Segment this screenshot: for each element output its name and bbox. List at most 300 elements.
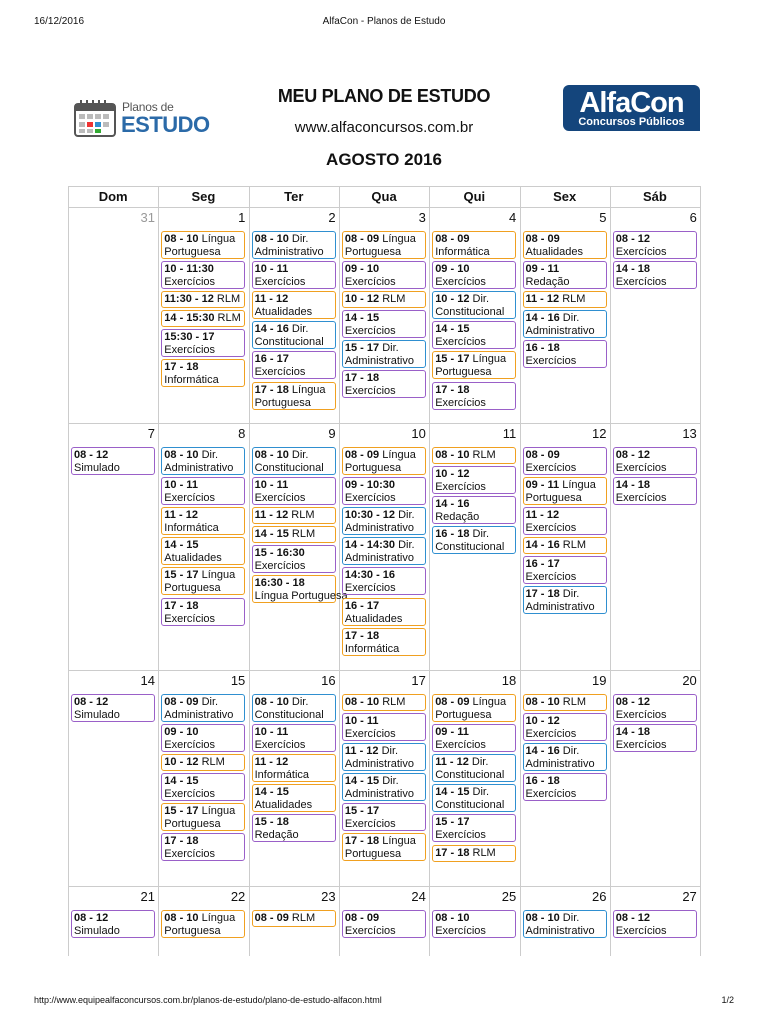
session-subject: Exercícios bbox=[435, 829, 486, 842]
session-time: 08 - 12 bbox=[74, 696, 109, 708]
study-session[interactable] bbox=[523, 477, 607, 505]
session-time: 08 - 12 bbox=[74, 449, 109, 461]
site-url: www.alfaconcursos.com.br bbox=[294, 119, 474, 136]
study-session[interactable] bbox=[161, 598, 245, 626]
day-number: 3 bbox=[418, 210, 426, 225]
session-time: 08 - 09 bbox=[344, 449, 380, 461]
study-session[interactable] bbox=[613, 261, 697, 289]
study-session[interactable] bbox=[432, 466, 516, 494]
session-time: 17 - 18 bbox=[254, 383, 289, 396]
session-subject: Constitucional bbox=[254, 462, 324, 474]
session-subject: Exercícios bbox=[344, 276, 396, 289]
study-session[interactable] bbox=[252, 575, 348, 603]
session-time: 14 - 15 bbox=[344, 312, 380, 325]
session-time: 16 - 18 bbox=[525, 775, 560, 788]
session-subject: Portuguesa bbox=[525, 492, 582, 505]
study-session[interactable] bbox=[432, 261, 516, 289]
session-time: 11:30 - 12 bbox=[164, 293, 214, 306]
session-time: 10 - 12 bbox=[435, 468, 470, 480]
session-subject: RLM bbox=[288, 528, 316, 541]
study-session[interactable] bbox=[342, 507, 426, 535]
session-subject: Atualidades bbox=[344, 612, 403, 625]
session-subject: Exercícios bbox=[254, 366, 306, 379]
session-subject: Constitucional bbox=[435, 769, 505, 782]
study-session[interactable] bbox=[71, 694, 155, 722]
session-subject: Exercícios bbox=[435, 739, 486, 752]
session-time: 14 - 15 bbox=[435, 786, 470, 799]
study-session[interactable] bbox=[252, 526, 336, 543]
session-time: 15 - 17 bbox=[164, 805, 199, 818]
session-time: 14 - 16 bbox=[525, 312, 560, 325]
session-subject: RLM bbox=[469, 846, 496, 859]
session-subject: Exercícios bbox=[525, 522, 577, 535]
day-number: 31 bbox=[140, 210, 155, 225]
session-subject-part: Língua bbox=[288, 383, 326, 396]
study-session[interactable] bbox=[432, 910, 516, 938]
study-session[interactable] bbox=[432, 351, 516, 379]
day-number: 10 bbox=[411, 426, 426, 441]
session-time: 11 - 12 bbox=[254, 756, 289, 769]
session-time: 09 - 11 bbox=[525, 479, 560, 492]
day-number: 13 bbox=[682, 426, 697, 441]
study-session[interactable] bbox=[523, 713, 607, 741]
page-title: MEU PLANO DE ESTUDO bbox=[277, 86, 491, 106]
grid-line bbox=[68, 670, 700, 671]
session-subject: Exercícios bbox=[525, 788, 577, 801]
study-session[interactable] bbox=[161, 724, 245, 752]
session-time: 14:30 - 16 bbox=[344, 569, 396, 582]
session-subject: Exercícios bbox=[164, 492, 216, 505]
session-subject-part: Língua bbox=[559, 479, 596, 492]
day-number: 17 bbox=[411, 673, 426, 688]
session-time: 08 - 10 bbox=[525, 912, 560, 924]
session-subject: Administrativo bbox=[344, 788, 414, 801]
alfacon-logo bbox=[563, 85, 700, 131]
session-time: 14 - 15:30 bbox=[164, 312, 215, 325]
session-subject: Informática bbox=[435, 246, 490, 258]
session-subject: Exercícios bbox=[615, 276, 667, 289]
session-time: 08 - 10 bbox=[164, 233, 199, 245]
session-time: 08 - 10 bbox=[435, 449, 470, 461]
session-time: 08 - 10 bbox=[164, 449, 199, 461]
session-time: 09 - 10 bbox=[435, 263, 470, 276]
study-session[interactable] bbox=[71, 447, 155, 475]
day-number: 23 bbox=[321, 889, 336, 904]
session-subject-part: Língua bbox=[379, 449, 416, 461]
session-subject: Administrativo bbox=[344, 522, 414, 535]
study-session[interactable] bbox=[252, 447, 336, 475]
grid-line bbox=[68, 886, 700, 887]
study-session[interactable] bbox=[342, 743, 426, 771]
session-time: 14 - 15 bbox=[254, 528, 289, 541]
session-time: 08 - 12 bbox=[615, 449, 651, 461]
study-session[interactable] bbox=[161, 261, 245, 289]
session-time: 14 - 15 bbox=[254, 786, 289, 799]
session-time: 10:30 - 12 bbox=[344, 509, 396, 522]
study-session[interactable] bbox=[523, 340, 607, 368]
session-time: 15 - 16:30 bbox=[254, 547, 305, 560]
day-number: 18 bbox=[501, 673, 517, 688]
session-time: 10 - 11 bbox=[164, 479, 198, 492]
session-subject: Portuguesa bbox=[254, 396, 311, 409]
study-session[interactable] bbox=[342, 477, 426, 505]
study-session[interactable] bbox=[252, 754, 336, 782]
study-session[interactable] bbox=[432, 382, 516, 410]
session-subject-part: Dir. bbox=[198, 696, 219, 708]
session-subject: RLM bbox=[559, 539, 587, 552]
study-session[interactable] bbox=[252, 694, 336, 722]
study-session[interactable] bbox=[161, 567, 245, 595]
session-time: 10 - 12 bbox=[435, 293, 470, 306]
study-session[interactable] bbox=[432, 526, 516, 554]
study-session[interactable] bbox=[342, 291, 426, 308]
session-subject: Administrativo bbox=[525, 758, 595, 771]
session-subject: Constitucional bbox=[254, 709, 324, 721]
study-session[interactable] bbox=[432, 321, 516, 349]
day-number: 19 bbox=[592, 673, 607, 688]
weekday-header: Ter bbox=[284, 189, 304, 204]
session-time: 16:30 - 18 bbox=[254, 577, 305, 590]
day-number: 4 bbox=[508, 210, 517, 225]
session-subject: Exercícios bbox=[435, 336, 486, 349]
session-subject-part: Dir. bbox=[395, 539, 415, 552]
session-subject: Simulado bbox=[74, 462, 120, 474]
study-session[interactable] bbox=[252, 910, 336, 927]
session-subject: Atualidades bbox=[254, 306, 313, 319]
session-time: 14 - 15 bbox=[344, 775, 380, 788]
study-session[interactable] bbox=[252, 382, 336, 410]
session-subject: Atualidades bbox=[525, 246, 583, 258]
session-subject-part: Dir. bbox=[379, 342, 399, 355]
session-time: 16 - 17 bbox=[525, 558, 560, 571]
session-time: 08 - 09 bbox=[435, 233, 470, 245]
study-session[interactable] bbox=[161, 694, 245, 722]
session-time: 16 - 17 bbox=[344, 599, 380, 612]
study-session[interactable] bbox=[342, 833, 426, 861]
study-session[interactable] bbox=[161, 329, 245, 357]
session-time: 09 - 10 bbox=[164, 726, 199, 739]
session-subject: Exercícios bbox=[164, 788, 216, 801]
session-time: 08 - 12 bbox=[615, 912, 651, 924]
grid-line bbox=[249, 186, 250, 956]
alfacon-logo-tagline: Concursos Públicos bbox=[578, 116, 685, 128]
session-subject: Constitucional bbox=[435, 799, 505, 812]
session-time: 09 - 10:30 bbox=[344, 479, 396, 492]
session-time: 10 - 11 bbox=[254, 726, 289, 739]
session-time: 08 - 10 bbox=[344, 696, 380, 708]
session-subject-part: Língua bbox=[469, 353, 507, 366]
session-subject-part: Dir. bbox=[379, 775, 399, 788]
session-subject: Administrativo bbox=[344, 355, 414, 368]
study-session[interactable] bbox=[523, 556, 607, 584]
day-number: 11 bbox=[502, 426, 517, 441]
study-session[interactable] bbox=[523, 773, 607, 801]
session-time: 15 - 18 bbox=[254, 816, 289, 829]
session-subject: RLM bbox=[469, 449, 496, 461]
session-time: 17 - 18 bbox=[344, 372, 380, 385]
study-session[interactable] bbox=[71, 910, 155, 938]
study-session[interactable] bbox=[613, 447, 697, 475]
session-subject: Portuguesa bbox=[164, 925, 221, 937]
study-session[interactable] bbox=[342, 370, 426, 398]
session-time: 15 - 17 bbox=[435, 353, 470, 366]
session-time: 14 - 15 bbox=[164, 775, 199, 788]
session-time: 17 - 18 bbox=[435, 383, 470, 396]
study-session[interactable] bbox=[161, 359, 245, 387]
session-subject: Portuguesa bbox=[344, 246, 402, 258]
study-session[interactable] bbox=[161, 310, 245, 327]
session-subject: Exercícios bbox=[525, 462, 577, 474]
study-session[interactable] bbox=[432, 496, 516, 524]
study-session[interactable] bbox=[523, 310, 607, 338]
day-number: 14 bbox=[140, 673, 155, 688]
study-session[interactable] bbox=[161, 773, 245, 801]
study-session[interactable] bbox=[252, 321, 336, 349]
session-subject: Exercícios bbox=[344, 582, 396, 595]
study-session[interactable] bbox=[432, 724, 516, 752]
session-time: 14 - 18 bbox=[615, 263, 651, 276]
session-subject-part: Dir. bbox=[288, 696, 309, 708]
study-session[interactable] bbox=[432, 447, 516, 464]
session-time: 14 - 15 bbox=[435, 323, 470, 336]
session-subject: Portuguesa bbox=[344, 462, 402, 474]
session-subject: RLM bbox=[559, 293, 586, 306]
session-time: 16 - 18 bbox=[525, 342, 560, 355]
session-subject-part: Dir. bbox=[469, 786, 489, 799]
session-subject: Exercícios bbox=[344, 492, 396, 505]
session-subject: Administrativo bbox=[254, 246, 324, 258]
study-session[interactable] bbox=[252, 291, 336, 319]
grid-line bbox=[158, 186, 159, 956]
study-session[interactable] bbox=[342, 598, 426, 626]
session-time: 14 - 16 bbox=[525, 539, 560, 552]
study-session[interactable] bbox=[432, 291, 516, 319]
session-subject: Exercícios bbox=[615, 709, 667, 721]
day-number: 7 bbox=[147, 426, 155, 441]
study-session[interactable] bbox=[252, 351, 336, 379]
session-time: 17 - 18 bbox=[435, 846, 470, 859]
session-subject: Exercícios bbox=[164, 739, 216, 752]
study-session[interactable] bbox=[342, 910, 426, 938]
study-session[interactable] bbox=[252, 814, 336, 842]
session-time: 16 - 18 bbox=[435, 528, 470, 541]
study-session[interactable] bbox=[252, 545, 336, 573]
session-subject-part: Dir. bbox=[469, 528, 489, 541]
study-session[interactable] bbox=[613, 231, 697, 259]
session-subject: Portuguesa bbox=[164, 582, 221, 595]
session-subject: Exercícios bbox=[164, 276, 216, 289]
study-session[interactable] bbox=[342, 447, 426, 475]
session-time: 14 - 14:30 bbox=[344, 539, 396, 552]
session-subject: Exercícios bbox=[525, 571, 577, 584]
session-subject: Exercícios bbox=[435, 396, 486, 409]
study-session[interactable] bbox=[161, 231, 245, 259]
session-time: 08 - 09 bbox=[344, 912, 380, 924]
study-session[interactable] bbox=[342, 310, 426, 338]
day-number: 25 bbox=[501, 889, 517, 904]
study-session[interactable] bbox=[432, 845, 516, 862]
study-session[interactable] bbox=[523, 291, 607, 308]
print-header bbox=[0, 16, 768, 30]
session-subject: Administrativo bbox=[344, 758, 414, 771]
session-subject: Exercícios bbox=[254, 276, 306, 289]
session-subject: Exercícios bbox=[435, 481, 486, 493]
study-session[interactable] bbox=[161, 537, 245, 565]
session-time: 08 - 12 bbox=[615, 696, 651, 708]
session-subject: Exercícios bbox=[344, 728, 396, 740]
session-time: 15 - 17 bbox=[435, 816, 470, 829]
study-session[interactable] bbox=[523, 743, 607, 771]
session-time: 08 - 10 bbox=[525, 696, 560, 708]
grid-line bbox=[68, 423, 700, 424]
grid-line bbox=[429, 186, 430, 956]
day-number: 5 bbox=[599, 210, 607, 225]
study-session[interactable] bbox=[523, 537, 607, 554]
weekday-header: Sáb bbox=[643, 189, 667, 204]
page-number: 1/2 bbox=[721, 995, 734, 1005]
session-subject: Redação bbox=[435, 511, 480, 524]
session-subject: Portuguesa bbox=[344, 848, 402, 861]
day-number: 15 bbox=[230, 673, 246, 688]
study-session[interactable] bbox=[523, 507, 607, 535]
study-session[interactable] bbox=[523, 231, 607, 259]
alfacon-logo-name: AlfaCon bbox=[579, 87, 684, 119]
study-session[interactable] bbox=[342, 773, 426, 801]
session-time: 17 - 18 bbox=[164, 835, 199, 848]
session-subject: Exercícios bbox=[525, 355, 577, 368]
session-subject: Redação bbox=[254, 829, 299, 842]
session-time: 08 - 10 bbox=[254, 696, 289, 708]
session-subject: Administrativo bbox=[525, 601, 595, 614]
session-subject-part: Língua bbox=[198, 912, 236, 924]
study-session[interactable] bbox=[161, 507, 245, 535]
study-session[interactable] bbox=[523, 447, 607, 475]
session-time: 08 - 09 bbox=[525, 449, 560, 461]
study-session[interactable] bbox=[252, 724, 336, 752]
study-session[interactable] bbox=[342, 567, 426, 595]
session-subject: Informática bbox=[164, 374, 219, 387]
study-session[interactable] bbox=[252, 261, 336, 289]
grid-line bbox=[610, 186, 611, 956]
study-session[interactable] bbox=[161, 754, 245, 771]
print-date: 16/12/2016 bbox=[34, 16, 85, 27]
day-number: 26 bbox=[592, 889, 607, 904]
study-session[interactable] bbox=[252, 477, 336, 505]
session-subject: Exercícios bbox=[615, 739, 667, 752]
study-session[interactable] bbox=[613, 477, 697, 505]
study-session[interactable] bbox=[432, 694, 516, 722]
study-session[interactable] bbox=[252, 231, 336, 259]
session-subject: RLM bbox=[379, 696, 406, 708]
study-session[interactable] bbox=[613, 694, 697, 722]
session-subject: RLM bbox=[213, 293, 241, 306]
study-session[interactable] bbox=[523, 694, 607, 711]
day-number: 2 bbox=[328, 210, 336, 225]
study-session[interactable] bbox=[523, 586, 607, 614]
study-session[interactable] bbox=[432, 231, 516, 259]
day-number: 24 bbox=[411, 889, 426, 904]
study-session[interactable] bbox=[342, 713, 426, 741]
study-session[interactable] bbox=[432, 784, 516, 812]
session-time: 17 - 18 bbox=[164, 361, 199, 374]
study-session[interactable] bbox=[342, 537, 426, 565]
study-session[interactable] bbox=[432, 814, 516, 842]
day-number: 1 bbox=[238, 210, 246, 225]
session-subject: Exercícios bbox=[344, 325, 396, 338]
session-subject: Constitucional bbox=[254, 336, 324, 349]
session-subject: Exercícios bbox=[435, 925, 486, 937]
weekday-header: Qua bbox=[371, 189, 397, 204]
study-session[interactable] bbox=[523, 261, 607, 289]
session-subject: Atualidades bbox=[164, 552, 222, 565]
session-subject: Exercícios bbox=[254, 560, 306, 573]
study-session[interactable] bbox=[613, 724, 697, 752]
session-time: 08 - 12 bbox=[74, 912, 109, 924]
study-session[interactable] bbox=[342, 340, 426, 368]
study-session[interactable] bbox=[342, 694, 426, 711]
study-session[interactable] bbox=[252, 784, 336, 812]
session-subject: Língua Portuguesa bbox=[254, 590, 348, 603]
session-subject: Exercícios bbox=[254, 492, 306, 505]
day-number: 8 bbox=[238, 426, 246, 441]
session-subject: Exercícios bbox=[435, 276, 486, 289]
session-time: 08 - 09 bbox=[435, 696, 470, 708]
study-session[interactable] bbox=[161, 803, 245, 831]
study-session[interactable] bbox=[161, 477, 245, 505]
session-subject-part: Dir. bbox=[288, 449, 309, 461]
session-subject-part: Língua bbox=[198, 233, 236, 245]
session-time: 10 - 12 bbox=[344, 293, 380, 306]
session-subject: Exercícios bbox=[344, 818, 396, 831]
session-time: 11 - 12 bbox=[254, 293, 289, 306]
study-session[interactable] bbox=[161, 447, 245, 475]
session-subject: Simulado bbox=[74, 709, 120, 721]
session-subject-part: Dir. bbox=[559, 312, 580, 325]
study-session[interactable] bbox=[161, 910, 245, 938]
session-subject: Constitucional bbox=[435, 306, 505, 319]
day-number: 6 bbox=[689, 210, 697, 225]
weekday-header: Qui bbox=[463, 189, 486, 204]
session-time: 14 - 16 bbox=[254, 323, 289, 336]
session-subject: RLM bbox=[288, 912, 316, 924]
session-subject: Exercícios bbox=[344, 385, 396, 398]
day-number: 9 bbox=[328, 426, 336, 441]
session-subject-part: Língua bbox=[198, 805, 236, 818]
session-time: 10 - 11:30 bbox=[164, 263, 214, 276]
study-session[interactable] bbox=[523, 910, 607, 938]
study-session[interactable] bbox=[342, 231, 426, 259]
session-subject: Simulado bbox=[74, 925, 120, 937]
study-session[interactable] bbox=[613, 910, 697, 938]
session-subject: Administrativo bbox=[344, 552, 414, 565]
grid-line bbox=[700, 186, 701, 956]
study-session[interactable] bbox=[342, 803, 426, 831]
study-session[interactable] bbox=[342, 628, 426, 656]
session-subject: Portuguesa bbox=[164, 246, 221, 258]
session-time: 08 - 10 bbox=[254, 449, 289, 461]
session-subject-part: Dir. bbox=[559, 588, 580, 601]
study-session[interactable] bbox=[342, 261, 426, 289]
study-session[interactable] bbox=[161, 833, 245, 861]
session-subject: Redação bbox=[525, 276, 570, 289]
session-subject: Portuguesa bbox=[435, 366, 492, 379]
session-subject: Exercícios bbox=[615, 925, 667, 937]
study-session[interactable] bbox=[432, 754, 516, 782]
study-session[interactable] bbox=[252, 507, 336, 524]
study-session[interactable] bbox=[161, 291, 245, 308]
session-subject-part: Dir. bbox=[468, 756, 489, 769]
print-url: http://www.equipealfaconcursos.com.br/planos-de-estudo/plano-de-estudo-alfacon.html bbox=[34, 995, 382, 1005]
